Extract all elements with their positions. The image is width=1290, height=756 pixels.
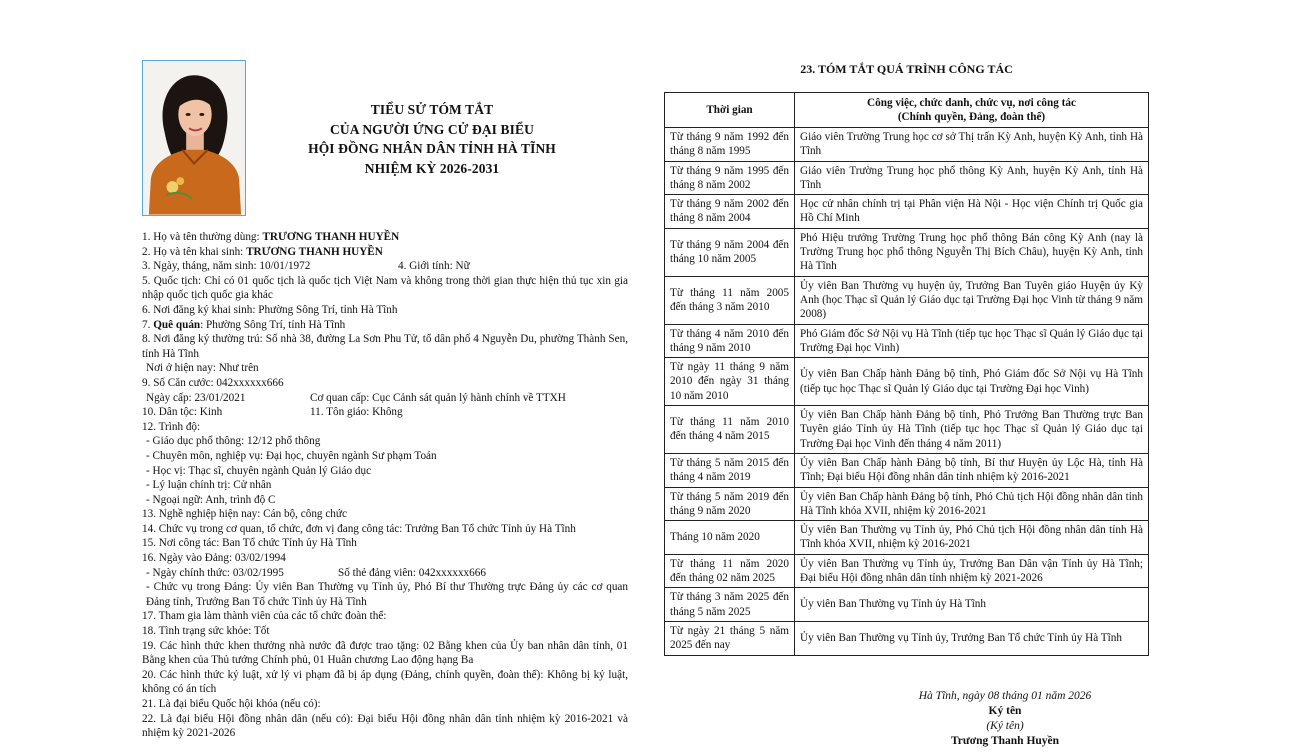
hometown: [142, 318, 628, 333]
ethnic-religion-line: [142, 405, 628, 420]
row-description: Ủy viên Ban Thường vụ Tỉnh ủy, Trưởng Ban Dân vận Tỉnh ủy Hà Tĩnh; Đại biểu Hội đồng nhân dân tỉnh nhiệm kỳ 2021-2026: [795, 554, 1149, 588]
gender: 4. Giới tính: Nữ: [398, 260, 470, 273]
row-description: Giáo viên Trường Trung học cơ sở Thị trấn Kỳ Anh, huyện Kỳ Anh, tỉnh Hà Tĩnh: [795, 128, 1149, 162]
birth-registration-place: 6. Nơi đăng ký khai sinh: Phường Sông Trí, tỉnh Hà Tĩnh: [142, 303, 398, 316]
row-time: Từ tháng 9 năm 1992 đến tháng 8 năm 1995: [665, 128, 795, 162]
table-row: [665, 128, 1149, 162]
workplace: 15. Nơi công tác: Ban Tổ chức Tỉnh ủy Hà Tĩnh: [142, 537, 357, 550]
row-description: Học cử nhân chính trị tại Phân viện Hà Nội - Học viện Chính trị Quốc gia Hồ Chí Minh: [795, 195, 1149, 229]
hometown-value: : Phường Sông Trí, tỉnh Hà Tĩnh: [200, 318, 346, 331]
education-political: - Lý luận chính trị: Cử nhân: [146, 479, 272, 492]
column-header-description-line1: Công việc, chức danh, chức vụ, nơi công tác: [867, 96, 1076, 109]
row-description: Ủy viên Ban Thường vụ Tỉnh ủy Hà Tĩnh: [795, 588, 1149, 622]
info-line-3: [142, 259, 628, 274]
people-council: 22. Là đại biểu Hội đồng nhân dân (nếu có): Đại biểu Hội đồng nhân dân tỉnh nhiệm kỳ 2016-2021 và nhiệm kỳ 2021-2026: [142, 712, 628, 740]
awards: 19. Các hình thức khen thưởng nhà nước đã được trao tặng: 02 Bằng khen của Ủy ban nhân dân tỉnh, 01 Bằng khen của Thủ tướng Chính phủ, 01 Huân chương Lao động hạng Ba: [142, 639, 628, 667]
birth-name-value: TRƯƠNG THANH HUYỀN: [246, 245, 383, 258]
nationality: 5. Quốc tịch: Chỉ có 01 quốc tịch là quốc tịch Việt Nam và không trong thời gian thực hiện thủ tục xin gia nhập quốc tịch quốc gia khác: [142, 274, 628, 302]
common-name-label: 1. Họ và tên thường dùng:: [142, 231, 263, 243]
row-time: Từ tháng 4 năm 2010 đến tháng 9 năm 2010: [665, 324, 795, 358]
sign-label: Ký tên: [988, 705, 1022, 717]
education-heading: 12. Trình độ:: [142, 420, 201, 433]
work-history-rows: [665, 128, 1149, 656]
row-time: Từ tháng 5 năm 2015 đến tháng 4 năm 2019: [665, 453, 795, 487]
table-row: [665, 161, 1149, 195]
table-row: [665, 588, 1149, 622]
row-time: Từ tháng 9 năm 2004 đến tháng 10 năm 2005: [665, 228, 795, 276]
party-join-date: 16. Ngày vào Đảng: 03/02/1994: [142, 552, 286, 565]
table-row: [665, 324, 1149, 358]
party-position: - Chức vụ trong Đảng: Ủy viên Ban Thường vụ Tỉnh ủy, Phó Bí thư Thường trực Đảng ủy các cơ quan Đảng tỉnh, Trưởng Ban Tổ chức Tỉnh ủy Hà Tĩnh: [146, 581, 628, 608]
row-description: Giáo viên Trường Trung học phổ thông Kỳ Anh, huyện Kỳ Anh, tỉnh Hà Tĩnh: [795, 161, 1149, 195]
hometown-label: Quê quán: [153, 318, 201, 331]
title-line-1: TIỂU SỬ TÓM TẮT: [370, 102, 494, 117]
national-assembly: 21. Là đại biểu Quốc hội khóa (nếu có):: [142, 698, 321, 710]
personal-info: [142, 230, 628, 741]
signature-block: [880, 689, 1130, 749]
education-degree: - Học vị: Thạc sĩ, chuyên ngành Quản lý Giáo dục: [146, 464, 372, 477]
row-description: Phó Giám đốc Sở Nội vụ Hà Tĩnh (tiếp tục học Thạc sĩ Quản lý Giáo dục tại Trường Đại học Vinh): [795, 324, 1149, 358]
sign-note: (Ký tên): [986, 720, 1024, 732]
table-header-row: [665, 93, 1149, 128]
id-number: 9. Số Căn cước: 042xxxxxx666: [142, 376, 284, 389]
discipline: 20. Các hình thức kỷ luật, xử lý vi phạm đã bị áp dụng (Đảng, chính quyền, đoàn thể): Không bị kỷ luật, không có án tích: [142, 668, 628, 696]
row-time: Từ tháng 9 năm 1995 đến tháng 8 năm 2002: [665, 161, 795, 195]
current-residence: Nơi ở hiện nay: Như trên: [146, 362, 259, 375]
table-row: [665, 621, 1149, 655]
row-time: Từ tháng 11 năm 2010 đến tháng 4 năm 2015: [665, 406, 795, 454]
row-time: Từ tháng 5 năm 2019 đến tháng 9 năm 2020: [665, 487, 795, 521]
row-description: Ủy viên Ban Chấp hành Đảng bộ tỉnh, Phó Trưởng Ban Thường trực Ban Tuyên giáo Tỉnh ủy Hà Tĩnh (tiếp tục học Thạc sĩ Quản lý Giáo dục tại Trường Đại học Vinh đến tháng 4 năm 2011): [795, 406, 1149, 454]
common-name-value: TRƯƠNG THANH HUYỀN: [262, 231, 400, 243]
table-row: [665, 406, 1149, 454]
id-issue-line: [142, 391, 628, 406]
table-row: [665, 358, 1149, 406]
place-date: Hà Tĩnh, ngày 08 tháng 01 năm 2026: [918, 690, 1092, 702]
health: 18. Tình trạng sức khỏe: Tốt: [142, 625, 270, 638]
row-time: Từ tháng 3 năm 2025 đến tháng 5 năm 2025: [665, 588, 795, 622]
table-row: [665, 487, 1149, 521]
row-time: Tháng 10 năm 2020: [665, 521, 795, 555]
title-line-4: NHIỆM KỲ 2026-2031: [364, 160, 500, 176]
religion: 11. Tôn giáo: Không: [310, 406, 403, 419]
current-position: 14. Chức vụ trong cơ quan, tổ chức, đơn vị đang công tác: Trưởng Ban Tổ chức Tỉnh ủy Hà Tĩnh: [142, 522, 576, 535]
document-title: [262, 100, 602, 178]
party-official-date: - Ngày chính thức: 03/02/1995: [146, 566, 284, 579]
row-description: Ủy viên Ban Chấp hành Đảng bộ tỉnh, Phó Chủ tịch Hội đồng nhân dân tỉnh Hà Tĩnh khóa XVII, nhiệm kỳ 2016-2021: [795, 487, 1149, 521]
id-issuer: Cơ quan cấp: Cục Cảnh sát quản lý hành chính về TTXH: [310, 391, 566, 404]
birth-date: 3. Ngày, tháng, năm sinh: 10/01/1972: [142, 260, 311, 273]
id-issue-date: Ngày cấp: 23/01/2021: [146, 391, 246, 404]
birth-name-label: 2. Họ và tên khai sinh:: [142, 245, 247, 258]
signer-name: Trương Thanh Huyền: [950, 735, 1060, 747]
work-history-table: [664, 92, 1149, 656]
info-line-2: [142, 245, 628, 260]
organizations: 17. Tham gia làm thành viên của các tổ chức đoàn thể:: [142, 610, 387, 623]
party-official-line: [142, 566, 628, 581]
row-description: Ủy viên Ban Thường vụ Tỉnh ủy, Trưởng Ban Tổ chức Tỉnh ủy Hà Tĩnh: [795, 621, 1149, 655]
occupation: 13. Nghề nghiệp hiện nay: Cán bộ, công chức: [142, 508, 347, 521]
row-description: Ủy viên Ban Thường vụ huyện ủy, Trưởng Ban Tuyên giáo Huyện ủy Kỳ Anh (học Thạc sĩ Quản lý Giáo dục tại Trường Đại học Vinh từ tháng 9 năm 2008): [795, 276, 1149, 324]
info-line-1: [142, 230, 628, 245]
row-description: Ủy viên Ban Thường vụ Tỉnh ủy, Phó Chủ tịch Hội đồng nhân dân tỉnh Hà Tĩnh khóa XVII, nhiệm kỳ 2016-2021: [795, 521, 1149, 555]
education-major: - Chuyên môn, nghiệp vụ: Đại học, chuyên ngành Sư phạm Toán: [146, 449, 437, 462]
table-row: [665, 276, 1149, 324]
table-row: [665, 453, 1149, 487]
hometown-number: 7.: [142, 318, 154, 331]
title-line-2: CỦA NGƯỜI ỨNG CỬ ĐẠI BIỂU: [330, 121, 534, 137]
row-time: Từ ngày 21 tháng 5 năm 2025 đến nay: [665, 621, 795, 655]
row-time: Từ tháng 11 năm 2020 đến tháng 02 năm 2025: [665, 554, 795, 588]
row-time: Từ ngày 11 tháng 9 năm 2010 đến ngày 31 tháng 10 năm 2010: [665, 358, 795, 406]
permanent-residence: 8. Nơi đăng ký thường trú: Số nhà 38, đường La Sơn Phu Tử, tổ dân phố 4 Nguyễn Du, phường Thành Sen, tỉnh Hà Tĩnh: [142, 333, 628, 360]
education-language: - Ngoại ngữ: Anh, trình độ C: [146, 493, 276, 506]
column-header-description-line2: (Chính quyền, Đảng, đoàn thể): [897, 111, 1046, 123]
row-time: Từ tháng 11 năm 2005 đến tháng 3 năm 2010: [665, 276, 795, 324]
table-row: [665, 521, 1149, 555]
work-history-title: 23. TÓM TẮT QUÁ TRÌNH CÔNG TÁC: [800, 62, 1013, 76]
ethnicity: 10. Dân tộc: Kinh: [142, 406, 223, 419]
table-row: [665, 554, 1149, 588]
column-header-time: Thời gian: [665, 93, 795, 128]
row-description: Phó Hiệu trưởng Trường Trung học phổ thông Bán công Kỳ Anh (nay là Trường Trung học phổ thông Nguyễn Thị Bích Châu), huyện Kỳ Anh, tỉnh Hà Tĩnh: [795, 228, 1149, 276]
portrait-illustration: [143, 61, 245, 215]
row-time: Từ tháng 9 năm 2002 đến tháng 8 năm 2004: [665, 195, 795, 229]
education-general: - Giáo dục phổ thông: 12/12 phổ thông: [146, 435, 321, 448]
table-row: [665, 228, 1149, 276]
portrait-photo: [142, 60, 246, 216]
title-line-3: HỘI ĐỒNG NHÂN DÂN TỈNH HÀ TĨNH: [308, 141, 556, 156]
table-row: [665, 195, 1149, 229]
column-header-description: [795, 93, 1149, 128]
row-description: Ủy viên Ban Chấp hành Đảng bộ tỉnh, Phó Giám đốc Sở Nội vụ Hà Tĩnh (tiếp tục học Thạc sĩ Quản lý Giáo dục tại Trường Đại học Vinh): [795, 358, 1149, 406]
row-description: Ủy viên Ban Chấp hành Đảng bộ tỉnh, Bí thư Huyện ủy Lộc Hà, tỉnh Hà Tĩnh; Đại biểu Hội đồng nhân dân tỉnh nhiệm kỳ 2016-2021: [795, 453, 1149, 487]
party-card-number: Số thẻ đảng viên: 042xxxxxx666: [338, 566, 486, 579]
